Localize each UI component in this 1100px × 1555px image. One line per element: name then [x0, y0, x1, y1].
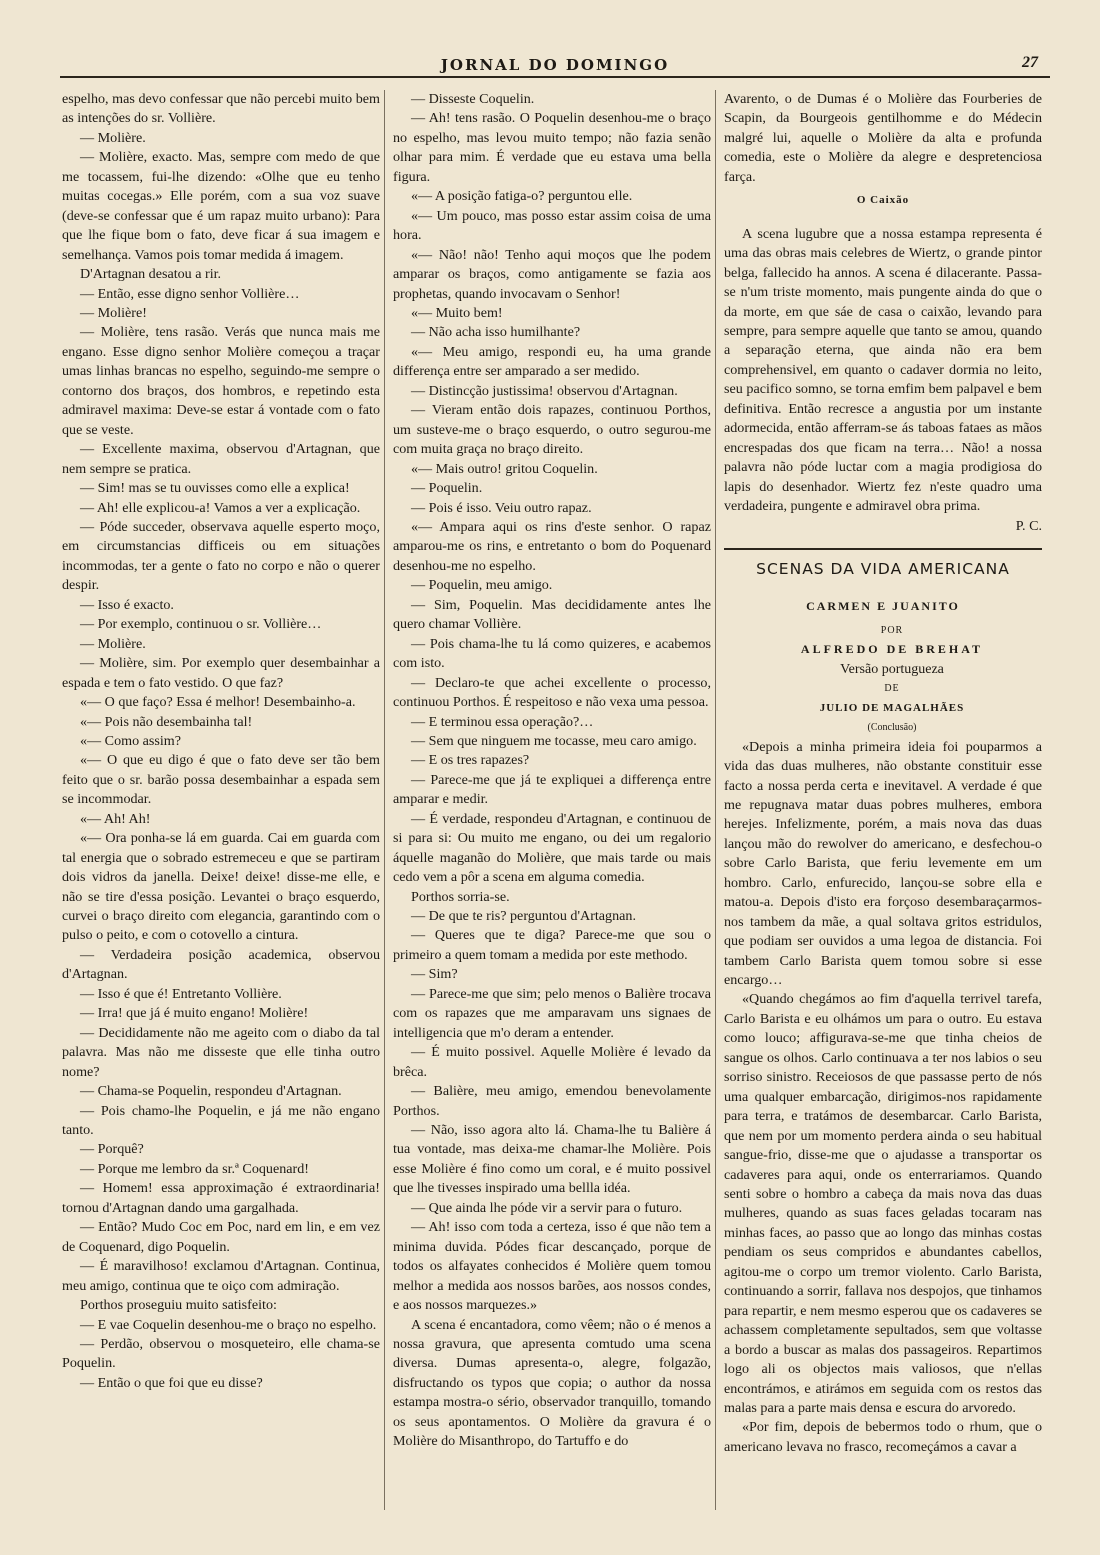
paragraph: — Sim? — [411, 966, 458, 983]
paragraph: — Pois chamo-lhe Poquelin, e já me não engano tanto. — [62, 1102, 380, 1139]
paragraph: — Molière! — [80, 304, 147, 321]
paragraph: Porthos proseguiu muito satisfeito: — [80, 1297, 277, 1314]
paragraph: — Vieram então dois rapazes, continuou Porthos, um susteve-me o braço esquerdo, o outro segurou-me com muita graça no braço direito. — [393, 402, 711, 458]
paragraph: — Chama-se Poquelin, respondeu d'Artagnan. — [80, 1083, 342, 1100]
section-separator — [724, 548, 1042, 550]
paragraph: — Então? Mudo Coc em Poc, nard em lin, e em vez de Coquenard, digo Poquelin. — [62, 1219, 380, 1255]
story-series-title: SCENAS DA VIDA AMERICANA — [756, 559, 1010, 578]
paragraph: — Poquelin. — [411, 480, 483, 497]
paragraph: «— Não! não! Tenho aqui moços que lhe podem amparar os braços, como antigamente se fazia aos prophetas, quando invocavam o Senhor! — [393, 246, 711, 302]
paragraph: «— Pois não desembainha tal! — [80, 713, 253, 730]
story-version: Versão portugueza — [840, 661, 944, 677]
paragraph: — É muito possivel. Aquelle Molière é levado da brêca. — [393, 1044, 711, 1080]
paragraph: — Então, esse digno senhor Vollière… — [80, 285, 300, 302]
paragraph: — Não, isso agora alto lá. Chama-lhe tu Balière á tua vontade, mas deixa-me chamar-lhe Molière. Pois esse Molière é fino como um coral, e é muito possivel que lhe tivesses inspirado uma bellla idéa. — [393, 1122, 711, 1197]
paragraph: — Pois chama-lhe tu lá como quizeres, e acabemos com isto. — [393, 635, 711, 672]
paragraph: — Por exemplo, continuou o sr. Vollière… — [80, 616, 322, 633]
paragraph: — Que ainda lhe póde vir a servir para o futuro. — [411, 1199, 683, 1216]
paragraph: «— A posição fatiga-o? perguntou elle. — [411, 188, 633, 205]
paragraph: — Verdadeira posição academica, observou d'Artagnan. — [62, 946, 380, 983]
paragraph: — Porquê? — [80, 1141, 144, 1158]
paragraph: Avarento, o de Dumas é o Molière das Fourberies de Scapin, da Bourgeois gentilhomme e do Médecin malgré lui, aquelle o Molière da alta e profunda comedia, este o Molière da alegre e despretenciosa farça. — [724, 91, 1042, 185]
column-right — [724, 90, 1042, 1457]
story-por: POR — [880, 624, 904, 636]
paragraph: — Ah! tens rasão. O Poquelin desenhou-me o braço no espelho, mas levou muito tempo; não fazia senão olhar para mim. É verdade que eu estava uma bella figura. — [393, 110, 711, 185]
paragraph: «Por fim, depois de bebermos todo o rhum, que o americano levava no frasco, recomeçámos a cavar a — [724, 1419, 1042, 1455]
paragraph: — Disseste Coquelin. — [411, 91, 535, 107]
paragraph: «— Mais outro! gritou Coquelin. — [411, 460, 598, 477]
paragraph: — Parece-me que sim; pelo menos o Balière trocava com os rapazes que me amparavam uns signaes de intelligencia que m'o deram a entender. — [393, 985, 711, 1041]
paragraph: — Excellente maxima, observou d'Artagnan, que nem sempre se pratica. — [62, 441, 380, 477]
paragraph: — Molière, tens rasão. Verás que nunca mais me engano. Esse digno senhor Molière começou a traçar umas linhas brancas no espelho, seguindo-me sempre o contorno dos braços, dos hombros, e repetindo esta admiravel maxima: Deve-se estar á vontade com o fato que se veste. — [62, 324, 380, 438]
paragraph: — Molière, exacto. Mas, sempre com medo de que me tocassem, fui-lhe dizendo: «Olhe que eu tenho muitas cocegas.» Elle porém, com a sua voz suave (deve-se confessar que é um rapaz muito urbano): Para que lhe fique bom o fato, deve ficar á sua imagem e semelhança. Vamos pois tomar medida á imagem. — [62, 149, 380, 263]
story-title: CARMEN E JUANITO — [806, 599, 960, 614]
paragraph: — Decididamente não me ageito com o diabo da tal palavra. Mas não me disseste que elle tinha outro nome? — [62, 1024, 380, 1080]
paragraph: — Distincção justissima! observou d'Artagnan. — [411, 382, 678, 399]
paragraph: — Sim, Poquelin. Mas decididamente antes lhe quero chamar Vollière. — [393, 596, 711, 633]
paragraph: «Quando chegámos ao fim d'aquella terrivel tarefa, Carlo Barista e eu olhámos um para o outro. Eu estava como louco; affigurava-se-me que tinha cheios de sangue os olhos. Carlo continuava a ter nos labios o seu sorriso sinistro. Receiosos de que passasse perto de nós uma qualquer embarcação, dirigimos-nos rapidamente para terra, e tratámos de desembarcar. Carlo Barista, que nem por um momento perdera ainda o seu habitual sangue-frio, disse-me que o ajudasse a transportar os cadaveres para aqui, onde os enterrariamos. Quando senti sobre o hombro a cabeça da mais nova das duas mulheres, quando as suas faces geladas tocaram nas minhas faces, ao passo que ao longo das minhas costas pendiam os seus compridos e abundantes cabellos, agitou-me o corpo um tremor violento. Carlo Barista, continuando a sorrir, fallava nos despojos, que tinhamos para repartir, e nem mesmo esperou que os cadaveres se achassem completamente sepultados, sem que voltasse a bordo a buscar as malas dos passageiros. Repartimos logo ali os objectos mais valiosos, que n'ellas encontrámos, e atirámos em seguida com os restos das malas para a parte mais densa e escura do arvoredo. — [724, 991, 1042, 1416]
paragraph: A scena é encantadora, como vêem; não o é menos a nossa gravura, que apresenta comtudo uma scena diversa. Dumas apresenta-o, alegre, folgazão, disfructando os typos que copia; o author da nossa estampa mostra-o sério, observador tranquillo, tomando os seus apontamentos. O Molière da gravura é o Molière do Misanthropo, do Tartuffo e do — [393, 1316, 711, 1450]
paragraph: — E os tres rapazes? — [411, 752, 530, 769]
paragraph: — É maravilhoso! exclamou d'Artagnan. Continua, meu amigo, continua que te oiço com admiração. — [62, 1258, 380, 1294]
story-de: DE — [884, 683, 900, 695]
column-middle — [393, 90, 711, 1452]
paragraph: — Irra! que já é muito engano! Molière! — [80, 1005, 309, 1022]
paragraph: — Pois é isso. Veiu outro rapaz. — [411, 499, 592, 516]
paragraph: «— Ora ponha-se lá em guarda. Cai em guarda com tal energia que o sobrado estremeceu e que se partiram dois vidros da janella. Deixe! deixe! disse-me elle, e não se tire d'essa posição. Levantei o braço esquerdo, curvei o braço direito com elegancia, garantindo com o pulso o peito, e com o cotovello a cintura. — [62, 830, 380, 944]
paragraph: D'Artagnan desatou a rir. — [80, 266, 222, 283]
paragraph: — Isso é exacto. — [80, 596, 174, 613]
paragraph: — Ah! isso com toda a certeza, isso é que não tem a minima duvida. Pódes ficar descançado, porque de todos os alfayates conhecidos é Molière quem tomou melhor a medida aos nossos barões, aos nossos condes, e aos nossos marquezes.» — [393, 1219, 711, 1314]
paragraph: «Depois a minha primeira ideia foi pouparmos a vida das duas mulheres, não obstante constituir esse facto a nossa perda certa e inevitavel. A verdade é que me repugnava matar duas pobres mulheres, embora herejes. Infelizmente, porém, a mais nova das duas lançou mão do rewolver do americano, e desfechou-o sobre Carlo Barista, que feriu levemente em um hombro. Carlo, enfurecido, lançou-se sobre ella e matou-a. Depois d'isto era forçoso desembaraçarmos-nos tambem da mãe, a qual soltava gritos estridulos, que podiam ser ouvidos a uma legoa de distancia. Foi tambem Carlo Barista quem tomou sobre si esse encargo… — [724, 738, 1042, 989]
paragraph: — Porque me lembro da sr.ª Coquenard! — [80, 1160, 309, 1177]
paragraph: — Balière, meu amigo, emendou benevolamente Porthos. — [393, 1083, 711, 1119]
column-divider — [384, 90, 385, 1510]
paragraph: — Molière, sim. Por exemplo quer desembainhar a espada e tem o fato vestido. O que faz? — [62, 655, 380, 691]
paragraph: — Homem! essa approximação é extraordinaria! tornou d'Artagnan dando uma gargalhada. — [62, 1180, 380, 1216]
article-signature: P. C. — [1015, 517, 1042, 534]
paragraph: — E vae Coquelin desenhou-me o braço no espelho. — [80, 1316, 377, 1333]
header-rule — [60, 76, 1050, 78]
paragraph: «— O que faço? Essa é melhor! Desembainho-a. — [80, 694, 356, 711]
paragraph: — Molière. — [80, 635, 146, 652]
story-author: ALFREDO DE BREHAT — [800, 642, 984, 657]
paragraph: Porthos sorria-se. — [411, 888, 510, 905]
column-left — [62, 90, 380, 1393]
paragraph: — Molière. — [80, 129, 146, 146]
paragraph: — É verdade, respondeu d'Artagnan, e continuou de si para si: Ou muito me engano, ou dei um regalorio áquelle maganão do Molière, que mais tarde ou mais cedo vem a pôr a scena em alguma comedia. — [393, 810, 711, 886]
paragraph: — Isso é que é! Entretanto Vollière. — [80, 985, 282, 1002]
caixao-article — [724, 225, 1042, 517]
paragraph: — Declaro-te que achei excellente o processo, continuou Porthos. É respeitoso e não vexa uma pessoa. — [393, 674, 711, 711]
moliere-conclusion — [724, 90, 1042, 187]
paragraph: A scena lugubre que a nossa estampa representa é uma das obras mais celebres de Wiertz, o grande pintor belga, fallecido ha annos. A scena é dilacerante. Passa-se n'um triste momento, mais pungente ainda do que o da morte, em que sáe de casa o caixão, levando para sempre, para sempre aquelle que tanto se amou, quando a separação eterna, que ainda não era bem comprehensivel, em quanto o cadaver dormia no leito, seu pacifico somno, se torna emfim bem palpavel e bem definitiva. Então recresce a angustia por um instante adormecida, então afferram-se ás taboas fataes as mãos encrespadas dos que ficam na terra… Não! a nossa palavra não póde luctar com a magia prodigiosa do lapis do desenhador. Wiertz fez n'este quadro uma verdadeira, pungente e admiravel obra prima. — [724, 225, 1042, 515]
paragraph: — Queres que te diga? Parece-me que sou o primeiro a quem tomam a medida por este methodo. — [393, 927, 711, 963]
paragraph: — Póde succeder, observava aquelle esperto moço, em circumstancias difficeis ou em situações incommodas, ter a gente o fato no corpo e não o querer despir. — [62, 518, 380, 594]
paragraph: «— Meu amigo, respondi eu, ha uma grande differença entre ser amparado a ser medido. — [393, 343, 711, 380]
paragraph: — Sem que ninguem me tocasse, meu caro amigo. — [411, 732, 697, 749]
paragraph: — Sim! mas se tu ouvisses como elle a explica! — [80, 480, 350, 497]
paragraph: — E terminou essa operação?… — [411, 713, 594, 730]
story-conclusion-note: (Conclusão) — [867, 722, 917, 734]
paragraph: — Parece-me que já te expliquei a differença entre amparar e medir. — [393, 771, 711, 808]
paragraph: «— Um pouco, mas posso estar assim coisa de uma hora. — [393, 207, 711, 244]
paragraph: «— Ah! Ah! — [80, 810, 151, 827]
page-number: 27 — [1022, 54, 1038, 71]
journal-title: JORNAL DO DOMINGO — [440, 56, 670, 74]
column-divider — [715, 90, 716, 1510]
paragraph: espelho, mas devo confessar que não percebi muito bem as intenções do sr. Vollière. — [62, 91, 380, 127]
paragraph: — Poquelin, meu amigo. — [411, 577, 553, 594]
story-text — [724, 738, 1042, 1458]
paragraph: «— Ampara aqui os rins d'este senhor. O rapaz amparou-me os rins, e entretanto o bom do Poquenard desenhou-me no espelho. — [393, 518, 711, 574]
story-translator: JULIO DE MAGALHÃES — [819, 701, 965, 714]
paragraph: — Então o que foi que eu disse? — [80, 1374, 263, 1391]
paragraph: — Não acha isso humilhante? — [411, 324, 581, 341]
paragraph: — De que te ris? perguntou d'Artagnan. — [411, 908, 636, 925]
paragraph: — Perdão, observou o mosqueteiro, elle chama-se Poquelin. — [62, 1336, 380, 1372]
paragraph: — Ah! elle explicou-a! Vamos a ver a explicação. — [80, 499, 361, 516]
paragraph: «— O que eu digo é que o fato deve ser tão bem feito que o sr. barão possa desembainhar a espada sem se incommodar. — [62, 752, 380, 808]
section-heading-caixao: O Caixão — [856, 194, 910, 207]
page-header — [60, 52, 1050, 78]
paragraph: «— Muito bem! — [411, 304, 503, 321]
paragraph: «— Como assim? — [80, 732, 182, 749]
